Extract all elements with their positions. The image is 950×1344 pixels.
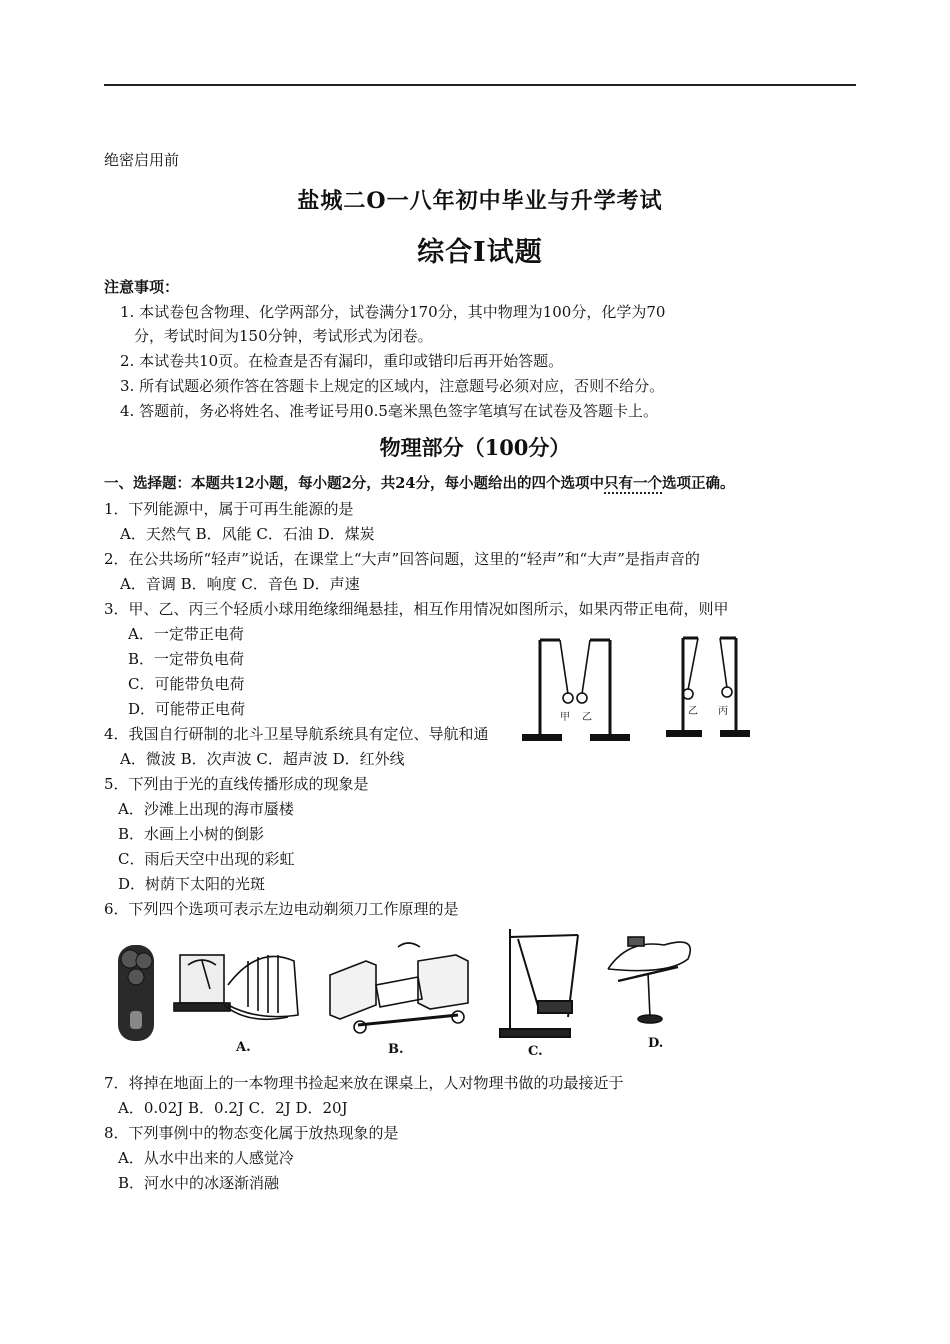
figure-label-yi-2: 乙 [688,706,698,717]
question-2-stem: 2．在公共场所“轻声”说话，在课堂上“大声”回答问题，这里的“轻声”和“大声”是指声音的 [104,550,700,568]
question-5-option-c: C．雨后天空中出现的彩虹 [118,850,295,868]
note-item: 1. 本试卷包含物理、化学两部分，试卷满分170分，其中物理为100分，化学为70 [120,303,666,321]
apparatus-b [330,943,468,1033]
apparatus-d [608,937,690,1023]
question-1-options: A．天然气 B．风能 C．石油 D．煤炭 [120,525,375,543]
figure-label-d: D. [648,1036,664,1051]
question-3-option-a: A．一定带正电荷 [128,625,244,643]
question-2-options: A．音调 B．响度 C．音色 D．声速 [120,575,360,593]
note-item: 4. 答题前，务必将姓名、准考证号用0.5毫米黑色签字笔填写在试卷及答题卡上。 [120,402,658,420]
shaver-image [118,945,154,1041]
part-heading-emphasis: 只有一个 [603,475,662,492]
part-heading-post: 选项正确。 [661,475,735,492]
note-item: 3. 所有试题必须作答在答题卡上规定的区域内，注意题号必须对应，否则不给分。 [120,377,665,395]
notes-heading: 注意事项： [104,278,180,296]
question-3-option-c: C．可能带负电荷 [128,675,245,693]
figure-label-a: A. [236,1040,251,1055]
apparatus-a [174,955,298,1019]
question-6-figure [108,925,708,1057]
question-3-stem: 3．甲、乙、丙三个轻质小球用绝缘细绳悬挂，相互作用情况如图所示，如果丙带正电荷，则甲 [104,600,729,618]
question-8-stem: 8．下列事例中的物态变化属于放热现象的是 [104,1124,399,1142]
exam-title: 盐城二O一八年初中毕业与升学考试 [297,188,663,214]
question-8-option-a: A．从水中出来的人感觉冷 [118,1149,294,1167]
note-item: 分，考试时间为150分钟，考试形式为闭卷。 [134,327,433,345]
question-6-stem: 6．下列四个选项可表示左边电动剃须刀工作原理的是 [104,900,459,918]
figure-label-jia: 甲 [560,712,570,723]
section-title: 物理部分（100分） [379,435,571,460]
question-4-options: A．微波 B．次声波 C．超声波 D．红外线 [120,750,405,768]
question-3-option-d: D．可能带正电荷 [128,700,246,718]
figure-label-c: C. [528,1044,543,1059]
figure-label-bing: 丙 [718,706,728,717]
figure-label-yi: 乙 [582,712,592,723]
question-3-figure [520,632,760,744]
question-3-option-b: B．一定带负电荷 [128,650,245,668]
question-5-option-b: B．水画上小树的倒影 [118,825,265,843]
question-5-option-a: A．沙滩上出现的海市蜃楼 [118,800,294,818]
question-8-option-b: B．河水中的冰逐渐消融 [118,1174,280,1192]
exam-subtitle: 综合I试题 [417,237,543,268]
figure-label-b: B. [388,1042,404,1057]
header-rule [104,84,856,86]
question-7-options: A．0.02J B．0.2J C．2J D．20J [118,1099,348,1117]
question-5-option-d: D．树荫下太阳的光斑 [118,875,266,893]
part-heading [104,474,734,494]
question-7-stem: 7．将掉在地面上的一本物理书捡起来放在课桌上，人对物理书做的功最接近于 [104,1074,624,1092]
apparatus-c [500,929,578,1037]
question-4-stem: 4．我国自行研制的北斗卫星导航系统具有定位、导航和通 [104,725,489,743]
part-heading-pre: 一、选择题：本题共12小题，每小题2分，共24分，每小题给出的四个选项中 [104,475,604,492]
question-1-stem: 1．下列能源中，属于可再生能源的是 [104,500,354,518]
secret-label: 绝密启用前 [104,151,180,169]
question-5-stem: 5．下列由于光的直线传播形成的现象是 [104,775,369,793]
note-item: 2. 本试卷共10页。在检查是否有漏印，重印或错印后再开始答题。 [120,352,564,370]
